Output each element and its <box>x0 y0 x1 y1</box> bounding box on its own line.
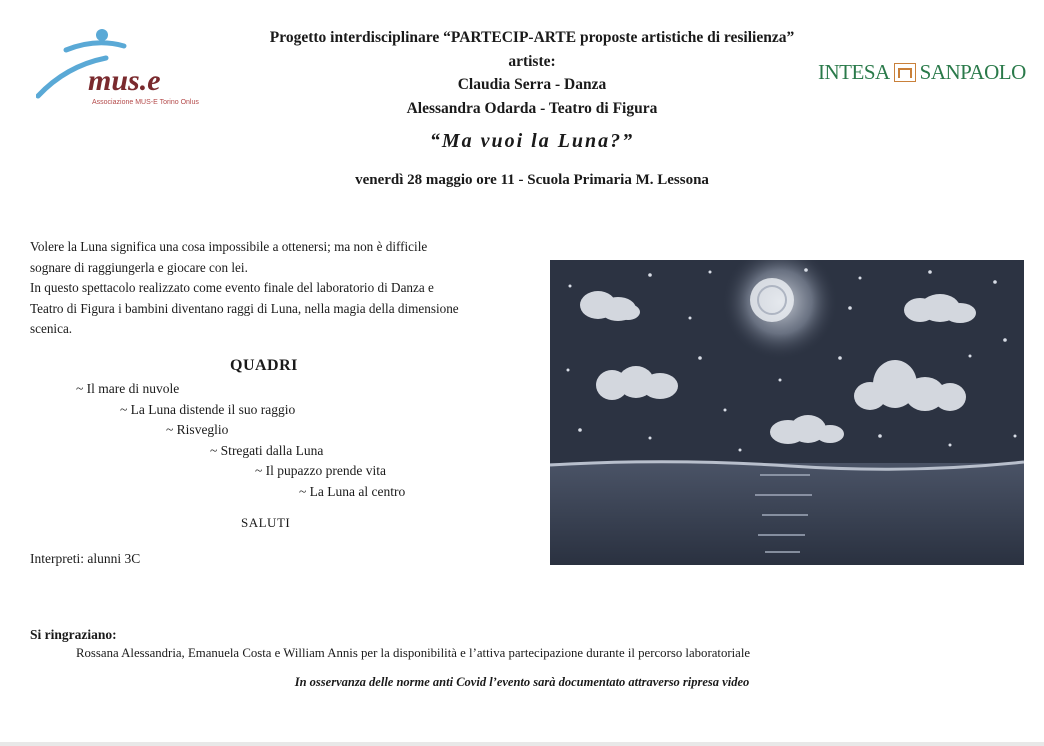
project-title: Progetto interdisciplinare “PARTECIP-ARTE proposte artistiche di resilienza” <box>269 29 795 46</box>
event-date-location: venerdì 28 maggio ore 11 - Scuola Primaria M. Lessona <box>355 172 709 188</box>
show-title: “Ma vuoi la Luna?” <box>429 130 635 152</box>
intro-text <box>30 237 530 340</box>
logo-figure-head <box>96 29 108 41</box>
header-block <box>180 26 884 120</box>
logo-figure-arms <box>66 43 124 50</box>
intro-line: Volere la Luna significa una cosa impossibile a ottenersi; ma non è difficile <box>30 239 428 254</box>
covid-note: In osservanza delle norme anti Covid l’evento sarà documentato attraverso ripresa video <box>294 675 750 689</box>
quadro-item: ~ La Luna distende il suo raggio <box>120 402 296 417</box>
quadro-item: ~ La Luna al centro <box>299 484 406 499</box>
intro-line: Teatro di Figura i bambini diventano raggi di Luna, nella magia della dimensione <box>30 300 459 316</box>
artist-theatre: Alessandra Odarda - Teatro di Figura <box>406 99 658 117</box>
bottom-divider <box>0 742 1044 746</box>
logo-wordmark: mus.e <box>88 64 161 97</box>
intro-line: In questo spettacolo realizzato come evento finale del laboratorio di Danza e <box>30 280 434 295</box>
moon-painting-image <box>550 260 1024 565</box>
saluti-label: SALUTI <box>241 515 291 530</box>
quadri-heading: QUADRI <box>230 357 298 374</box>
sanpaolo-label: SANPAOLO <box>919 60 1026 84</box>
artists-label: artiste: <box>508 52 556 70</box>
interpreti-line: Interpreti: alunni 3C <box>30 551 141 566</box>
quadro-item: ~ Risveglio <box>166 422 229 437</box>
intro-line: sognare di raggiungerla e giocare con lei. <box>30 259 248 275</box>
intesa-emblem-icon <box>894 63 916 82</box>
artist-dance: Claudia Serra - Danza <box>457 76 607 93</box>
intro-line: scenica. <box>30 321 73 336</box>
intesa-label: INTESA <box>818 60 890 84</box>
quadro-item: ~ Il mare di nuvole <box>76 381 180 396</box>
quadro-item: ~ Stregati dalla Luna <box>210 443 324 458</box>
quadro-item: ~ Il pupazzo prende vita <box>255 463 386 478</box>
logo-caption: Associazione MUS-E Torino Onlus <box>92 99 199 106</box>
thanks-label: Si ringraziano: <box>30 627 117 642</box>
thanks-names: Rossana Alessandria, Emanuela Costa e William Annis per la disponibilità e l’attiva partecipazione durante il percorso laboratoriale <box>76 646 751 660</box>
